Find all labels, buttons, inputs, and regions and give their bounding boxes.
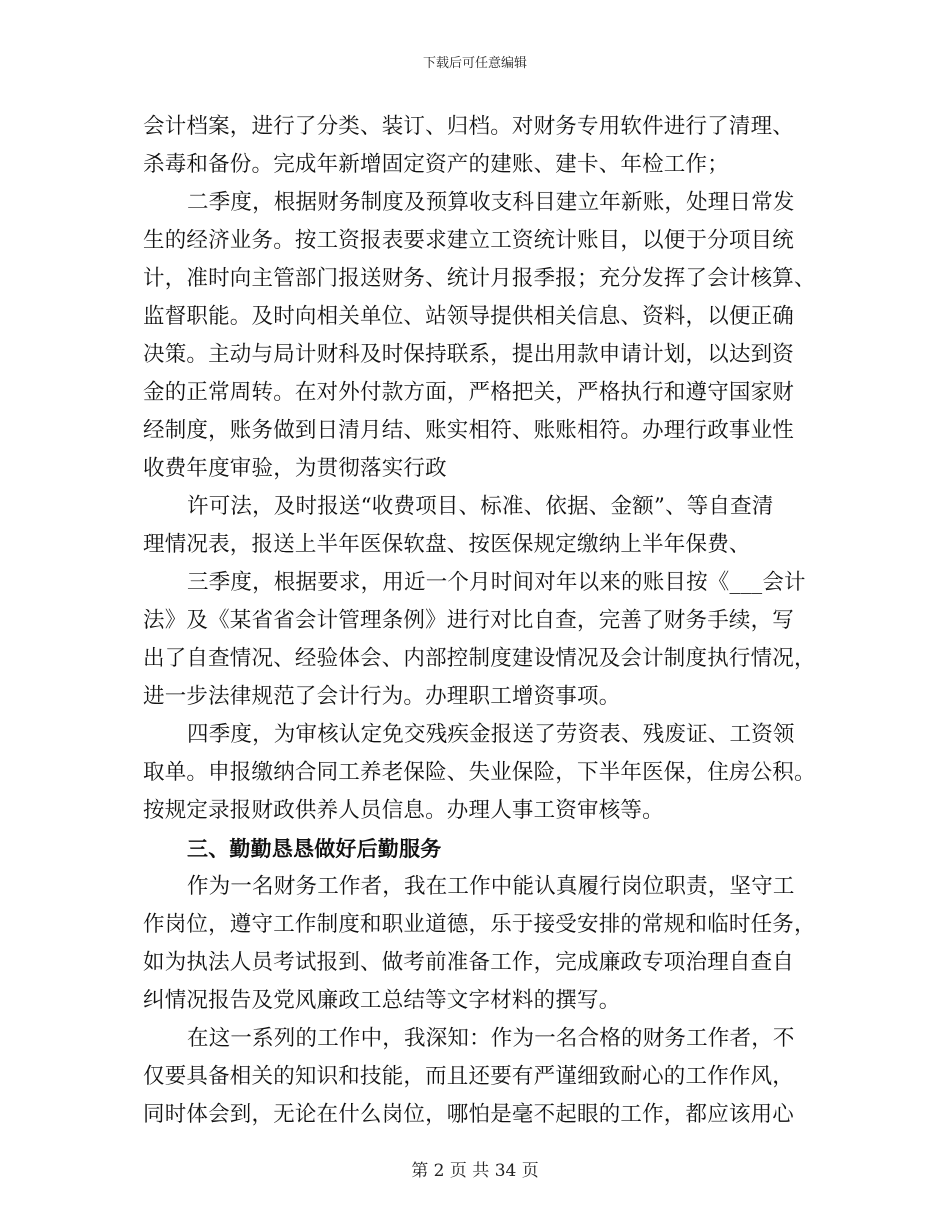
paragraph-start: 作为一名财务工作者，我在工作中能认真履行岗位职责，坚守工	[187, 874, 795, 899]
body-line: 如为执法人员考试报到、做考前准备工作，完成廉政专项治理自查自	[143, 950, 795, 975]
paragraph-start: 四季度，为审核认定免交残疾金报送了劳资表、残废证、工资领	[187, 722, 795, 747]
body-line: 计，准时向主管部门报送财务、统计月报季报；充分发挥了会计核算、	[143, 266, 816, 291]
body-line: 作岗位，遵守工作制度和职业道德，乐于接受安排的常规和临时任务，	[143, 912, 816, 937]
body-line: 按规定录报财政供养人员信息。办理人事工资审核等。	[143, 798, 664, 823]
section-heading: 三、勤勤恳恳做好后勤服务	[187, 837, 442, 861]
body-line: 收费年度审验，为贯彻落实行政	[143, 456, 447, 481]
body-line: 同时体会到，无论在什么岗位，哪怕是毫不起眼的工作，都应该用心	[143, 1102, 795, 1127]
body-line: 理情况表，报送上半年医保软盘、按医保规定缴纳上半年保费、	[143, 532, 751, 557]
body-line: 会计档案，进行了分类、装订、归档。对财务专用软件进行了清理、	[143, 114, 795, 139]
paragraph-start: 二季度，根据财务制度及预算收支科目建立年新账，处理日常发	[187, 190, 795, 215]
body-line: 纠情况报告及党风廉政工总结等文字材料的撰写。	[143, 988, 621, 1013]
body-line: 金的正常周转。在对外付款方面，严格把关，严格执行和遵守国家财	[143, 380, 795, 405]
paragraph-start: 许可法，及时报送“收费项目、标准、依据、金额”、等自查清	[187, 494, 774, 519]
body-line: 生的经济业务。按工资报表要求建立工资统计账目，以便于分项目统	[143, 228, 795, 253]
body-line: 取单。申报缴纳合同工养老保险、失业保险，下半年医保，住房公积。	[143, 760, 816, 785]
page-number: 第 2 页 共 34 页	[411, 1161, 539, 1181]
body-line: 杀毒和备份。完成年新增固定资产的建账、建卡、年检工作；	[143, 152, 729, 177]
page-header: 下载后可任意编辑	[422, 56, 527, 71]
body-line: 监督职能。及时向相关单位、站领导提供相关信息、资料，以便正确	[143, 304, 795, 329]
document-body	[143, 108, 816, 1134]
body-line: 经制度，账务做到日清月结、账实相符、账账相符。办理行政事业性	[143, 418, 795, 443]
body-line: 法》及《某省省会计管理条例》进行对比自查，完善了财务手续，写	[143, 608, 795, 633]
body-line: 进一步法律规范了会计行为。办理职工增资事项。	[143, 684, 621, 709]
body-line: 出了自查情况、经验体会、内部控制度建设情况及会计制度执行情况，	[143, 646, 816, 671]
paragraph-start: 三季度，根据要求，用近一个月时间对年以来的账目按《___会计	[187, 570, 806, 595]
paragraph-start: 在这一系列的工作中，我深知：作为一名合格的财务工作者，不	[187, 1026, 795, 1051]
body-line: 仅要具备相关的知识和技能，而且还要有严谨细致耐心的工作作风，	[143, 1064, 795, 1089]
body-line: 决策。主动与局计财科及时保持联系，提出用款申请计划，以达到资	[143, 342, 795, 367]
